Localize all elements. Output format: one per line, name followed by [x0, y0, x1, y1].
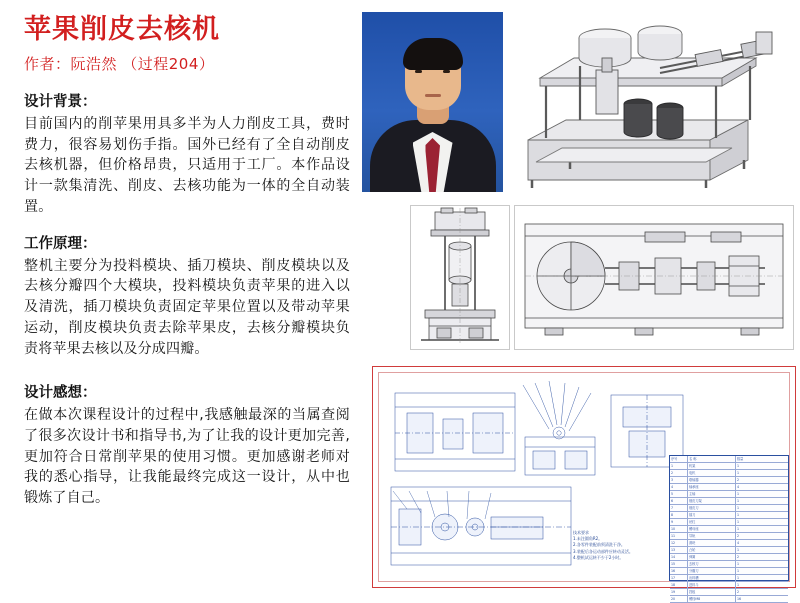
tb-qty: 16 — [737, 597, 742, 601]
tb-no: 6 — [670, 498, 688, 504]
portrait-eye-left — [415, 70, 422, 73]
tb-no: 9 — [670, 519, 688, 525]
tb-qty: 1 — [737, 576, 740, 580]
tb-name: 机架 — [688, 463, 736, 469]
tb-qty: 1 — [737, 569, 740, 573]
section-body: 目前国内的削苹果用具多半为人力削皮工具，费时费力，很容易划伤手指。国外已经有了全自动削皮去核机器，但价格昂贵，只适用于工厂。本作品设计一款集清洗、削皮、去核功能为一体的全自动装置。 — [24, 116, 350, 215]
tb-no: 13 — [670, 547, 688, 553]
author-portrait-photo — [362, 12, 503, 192]
tb-name: 出料槽 — [688, 575, 736, 581]
tb-no: 2 — [670, 470, 688, 476]
image-row-top — [362, 12, 794, 192]
portrait-eye-right — [443, 70, 450, 73]
image-row-middle — [362, 205, 794, 350]
cad-view-peeling-module — [410, 205, 510, 350]
tb-name: 凸轮 — [688, 547, 736, 553]
drawing-title-block — [669, 455, 789, 601]
section-body: 在做本次课程设计的过程中,我感触最深的当属查阅了很多次设计书和指导书,为了让我的设计更加完善,更加符合日常削苹果的使用习惯。更加感谢老师对我的悉心指导，让我能最终完成这一设计，从中也锻炼了自己。 — [24, 407, 350, 507]
titleblock-row — [670, 540, 788, 547]
tb-name: 挡板 — [688, 589, 736, 595]
engineering-drawing-sheet — [372, 366, 796, 601]
titleblock-row — [670, 596, 788, 603]
section-body: 整机主要分为投料模块、插刀模块、削皮模块以及去核分瓣四个大模块，投料模块负责苹果的进入以及清洗，插刀模块负责固定苹果位置以及带动苹果运动，削皮模块负责去除苹果皮，去核分瓣模块负责将苹果去核以及分成四瓣。 — [24, 257, 350, 357]
portrait-hair — [403, 38, 463, 70]
tb-qty: 1 — [737, 562, 740, 566]
tb-qty: 数量 — [737, 457, 744, 461]
tb-qty: 4 — [737, 541, 740, 545]
titleblock-row — [670, 526, 788, 533]
tb-name: 螺母座 — [688, 526, 736, 532]
tb-no: 5 — [670, 491, 688, 497]
tb-name: 弹簧 — [688, 554, 736, 560]
tb-name: 导轨 — [688, 533, 736, 539]
left-text-column — [0, 0, 360, 600]
tb-name: 螺栓M8 — [688, 596, 736, 602]
tb-no: 11 — [670, 533, 688, 539]
tb-no: 4 — [670, 484, 688, 490]
titleblock-row — [670, 491, 788, 498]
tb-name: 插刀 — [688, 512, 736, 518]
tb-name: 主轴 — [688, 491, 736, 497]
tb-qty: 1 — [737, 471, 740, 475]
tb-no: 14 — [670, 554, 688, 560]
machine-3d-render — [510, 12, 794, 192]
tb-no: 序号 — [670, 456, 688, 462]
titleblock-row — [670, 470, 788, 477]
tb-no: 12 — [670, 540, 688, 546]
section-design-background — [24, 90, 350, 218]
tb-no: 1 — [670, 463, 688, 469]
section-design-thoughts — [24, 381, 350, 509]
note-line: 技术要求 — [573, 530, 589, 536]
titleblock-row — [670, 589, 788, 596]
titleblock-row — [670, 463, 788, 470]
cad-view-main-assembly — [514, 205, 794, 350]
tb-qty: 1 — [737, 513, 740, 517]
titleblock-row — [670, 484, 788, 491]
tb-name: 削皮刀 — [688, 505, 736, 511]
titleblock-row — [670, 512, 788, 519]
titleblock-row — [670, 547, 788, 554]
tb-qty: 1 — [737, 499, 740, 503]
section-working-principle — [24, 232, 350, 360]
note-line: 3.装配后各运动部件应转动灵活。 — [573, 548, 633, 554]
tb-qty: 2 — [737, 478, 740, 482]
titleblock-row — [670, 456, 788, 463]
tb-name: 丝杠 — [688, 519, 736, 525]
titleblock-row — [670, 498, 788, 505]
note-line: 4.整机试运转不少于2小时。 — [573, 554, 624, 560]
section-heading: 设计背景： — [24, 94, 97, 111]
tb-no: 18 — [670, 582, 688, 588]
tb-qty: 1 — [737, 520, 740, 524]
titleblock-row — [670, 519, 788, 526]
titleblock-row — [670, 477, 788, 484]
portrait-mouth — [425, 94, 441, 97]
titleblock-row — [670, 582, 788, 589]
titleblock-row — [670, 533, 788, 540]
page-title: 苹果削皮去核机 — [24, 14, 220, 45]
tb-qty: 1 — [737, 583, 740, 587]
tb-name: 名 称 — [688, 456, 736, 462]
tb-name: 去核刀 — [688, 561, 736, 567]
tb-no: 17 — [670, 575, 688, 581]
tb-qty: 1 — [737, 527, 740, 531]
titleblock-row — [670, 575, 788, 582]
author-line: 作者：阮浩然 （过程204） — [24, 55, 215, 74]
tb-name: 分瓣刀 — [688, 568, 736, 574]
tb-qty: 1 — [737, 492, 740, 496]
note-line: 2.各零件装配前须清洗干净。 — [573, 542, 625, 548]
tb-name: 电机 — [688, 470, 736, 476]
titleblock-row — [670, 554, 788, 561]
titleblock-row — [670, 568, 788, 575]
tb-qty: 1 — [737, 464, 740, 468]
tb-qty: 1 — [737, 506, 740, 510]
tb-name: 削皮刀架 — [688, 498, 736, 504]
tb-no: 20 — [670, 596, 688, 602]
tb-qty: 2 — [737, 555, 740, 559]
tb-name: 轴承座 — [688, 484, 736, 490]
tb-no: 10 — [670, 526, 688, 532]
tb-no: 7 — [670, 505, 688, 511]
tb-qty: 4 — [737, 485, 740, 489]
tb-no: 19 — [670, 589, 688, 595]
note-line: 1.未注圆角R2。 — [573, 536, 603, 542]
tb-name: 联轴器 — [688, 477, 736, 483]
tb-qty: 1 — [737, 548, 740, 552]
tb-no: 15 — [670, 561, 688, 567]
titleblock-row — [670, 505, 788, 512]
tb-no: 8 — [670, 512, 688, 518]
tb-name: 滑块 — [688, 540, 736, 546]
tb-qty: 2 — [737, 590, 740, 594]
tb-name: 进料斗 — [688, 582, 736, 588]
section-heading: 工作原理： — [24, 235, 97, 252]
titleblock-row — [670, 561, 788, 568]
section-heading: 设计感想： — [24, 385, 97, 402]
tb-qty: 2 — [737, 534, 740, 538]
tb-no: 3 — [670, 477, 688, 483]
right-image-column — [362, 0, 800, 600]
tb-no: 16 — [670, 568, 688, 574]
